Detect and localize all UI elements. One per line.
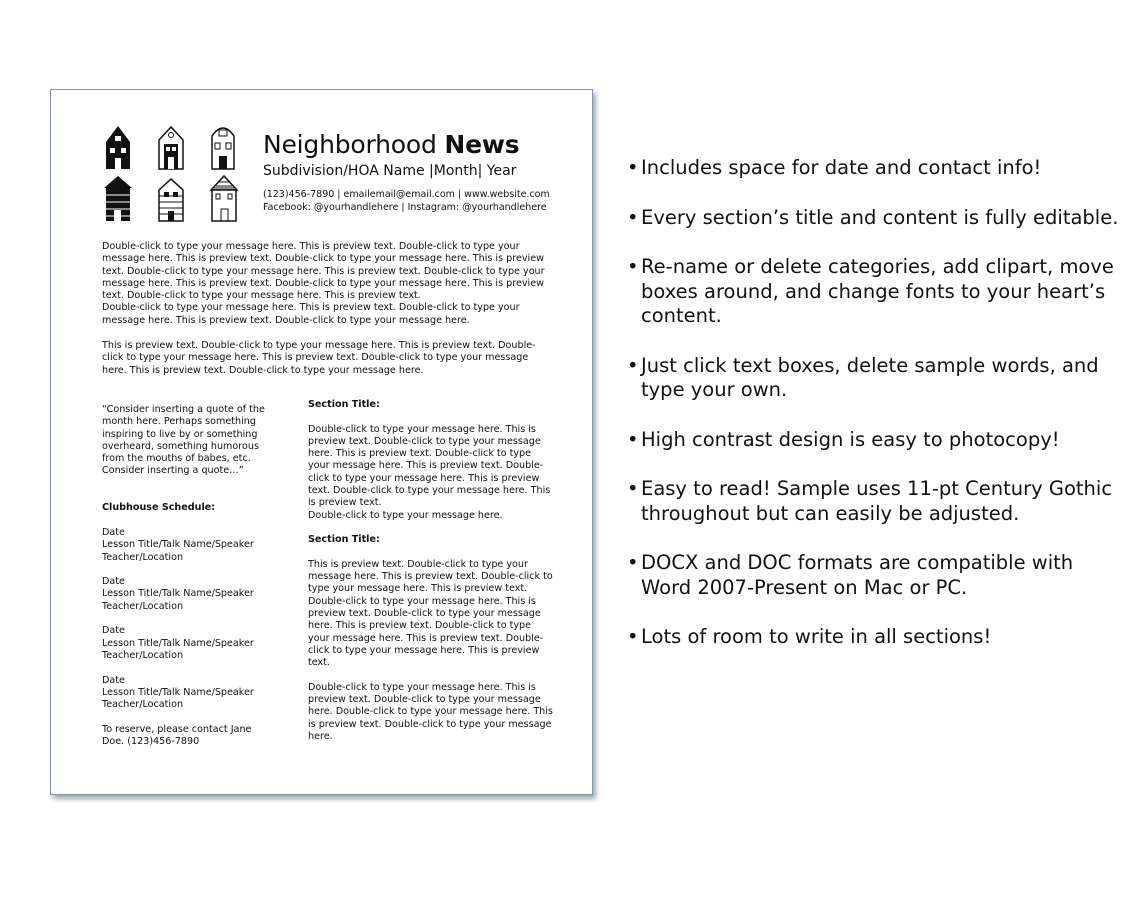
feature-text: Easy to read! Sample uses 11-pt Century Gothic throughout but can easily be adjusted. bbox=[641, 477, 1113, 525]
title-bold: News bbox=[444, 130, 520, 159]
house-clipart-group bbox=[100, 120, 250, 226]
section-title: Section Title: bbox=[308, 534, 380, 546]
feature-item bbox=[627, 255, 1127, 329]
feature-item bbox=[627, 206, 1127, 231]
house-icon bbox=[208, 174, 240, 222]
schedule-date: Date bbox=[102, 526, 125, 538]
second-paragraph: This is preview text. Double-click to type your message here. This is preview text. Double-click to type your message here. This is preview text. Double-click to type your message here. This is preview text. Double-click to type your message here. bbox=[102, 340, 536, 376]
schedule-item bbox=[102, 576, 272, 613]
contact-line: (123)456-7890 | emailemail@email.com | www.website.com bbox=[263, 189, 550, 200]
bullet-marker: • bbox=[627, 353, 639, 377]
newsletter-title bbox=[263, 130, 519, 160]
section-text: This is preview text. Double-click to type your message here. This is preview text. Double-click to type your message here. This is preview text. Double-click to type your message here. This is preview text. Double-click to type your message here. This is preview text. Double-click to type your message here. This is preview text. Double-click to type your message here. This is preview text. bbox=[308, 558, 553, 669]
bullet-marker: • bbox=[627, 156, 639, 179]
feature-item bbox=[627, 551, 1127, 600]
contact-info bbox=[263, 189, 550, 214]
section-title: Section Title: bbox=[308, 399, 380, 410]
house-icon bbox=[103, 124, 133, 170]
feature-text: Lots of room to write in all sections! bbox=[641, 625, 992, 648]
contact-line: Facebook: @yourhandlehere | Instagram: @yourhandlehere bbox=[263, 201, 547, 213]
schedule-lesson: Lesson Title/Talk Name/Speaker bbox=[102, 637, 254, 649]
schedule-item bbox=[102, 625, 272, 662]
schedule-lesson: Lesson Title/Talk Name/Speaker bbox=[102, 588, 254, 600]
section-text: Double-click to type your message here. bbox=[308, 509, 503, 521]
house-icon bbox=[156, 176, 186, 222]
feature-text: Includes space for date and contact info! bbox=[641, 156, 1042, 179]
quote-text: “Consider inserting a quote of the month here. Perhaps something inspiring to live by or something overheard, something humorous from the mouths of babes, etc. Consider inserting a quote…” bbox=[102, 404, 265, 477]
feature-text: High contrast design is easy to photocopy! bbox=[641, 427, 1060, 451]
left-column bbox=[102, 404, 272, 748]
reserve-text: To reserve, please contact Jane Doe. (123)456-7890 bbox=[102, 723, 252, 748]
schedule-lesson: Lesson Title/Talk Name/Speaker bbox=[102, 539, 254, 551]
newsletter-page bbox=[50, 89, 593, 795]
schedule-heading: Clubhouse Schedule: bbox=[102, 502, 216, 514]
bullet-marker: • bbox=[627, 551, 639, 574]
feature-text: DOCX and DOC formats are compatible with Word 2007-Present on Mac or PC. bbox=[641, 551, 1074, 599]
section-text: Double-click to type your message here. This is preview text. Double-click to type your message here. Double-click to type your message here. This is preview text. Double-click to type your message here. bbox=[308, 681, 553, 743]
right-column bbox=[308, 399, 553, 743]
feature-list bbox=[627, 156, 1127, 675]
feature-text: Just click text boxes, delete sample words, and type your own. bbox=[641, 353, 1099, 401]
feature-item bbox=[627, 477, 1127, 526]
schedule-date: Date bbox=[102, 674, 125, 686]
intro-paragraph bbox=[102, 241, 552, 327]
feature-item bbox=[627, 428, 1127, 453]
section-text: Double-click to type your message here. This is preview text. Double-click to type your message here. This is preview text. Double-click to type your message here. This is preview text. Double-click to type your message here. This is preview text. Double-click to type your message here. This is preview text. bbox=[308, 423, 551, 509]
schedule-location: Teacher/Location bbox=[102, 551, 184, 563]
bullet-marker: • bbox=[627, 477, 639, 500]
schedule-date: Date bbox=[102, 576, 125, 588]
schedule-date: Date bbox=[102, 625, 125, 637]
schedule-lesson: Lesson Title/Talk Name/Speaker bbox=[102, 686, 254, 698]
newsletter-subtitle: Subdivision/HOA Name |Month| Year bbox=[263, 163, 517, 179]
intro-text: Double-click to type your message here. This is preview text. Double-click to type your message here. This is preview text. Double-click to type your message here. bbox=[102, 302, 520, 326]
schedule-location: Teacher/Location bbox=[102, 600, 184, 612]
schedule-item bbox=[102, 527, 272, 564]
house-icon bbox=[102, 174, 134, 222]
schedule-item bbox=[102, 675, 272, 712]
intro-text: Double-click to type your message here. This is preview text. Double-click to type your message here. This is preview text. Double-click to type your message here. This is preview text. Double-click to type your message here. This is preview text. Double-click to type your message here. This is preview text. Double-click to type your message here. This is preview text. Double-click to type your message here. This is preview text. bbox=[102, 241, 545, 302]
feature-text: Re-name or delete categories, add clipart, move boxes around, and change fonts to your heart’s content. bbox=[641, 255, 1114, 327]
bullet-marker: • bbox=[627, 205, 639, 229]
title-regular: Neighborhood bbox=[263, 130, 437, 159]
feature-item bbox=[627, 354, 1127, 403]
schedule-location: Teacher/Location bbox=[102, 699, 184, 711]
house-icon bbox=[156, 124, 186, 170]
bullet-marker: • bbox=[627, 255, 639, 278]
house-icon bbox=[208, 122, 238, 170]
feature-item bbox=[627, 156, 1127, 181]
schedule-location: Teacher/Location bbox=[102, 649, 184, 661]
bullet-marker: • bbox=[627, 625, 639, 648]
bullet-marker: • bbox=[627, 427, 639, 451]
feature-text: Every section’s title and content is fully editable. bbox=[641, 205, 1119, 229]
feature-item bbox=[627, 625, 1127, 650]
